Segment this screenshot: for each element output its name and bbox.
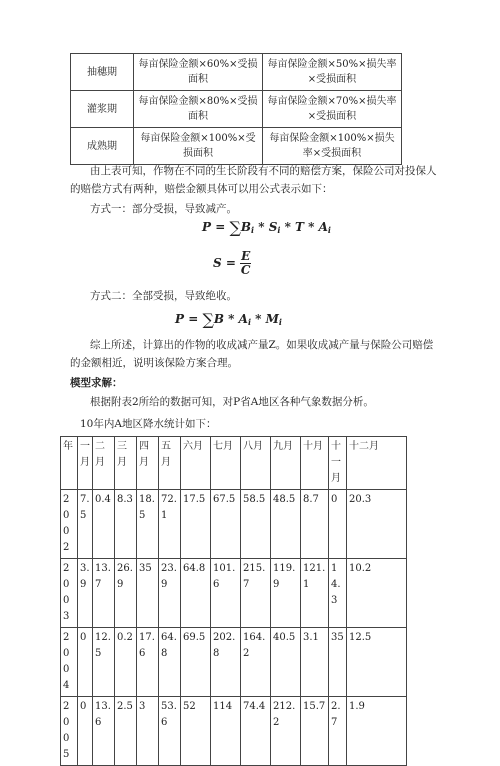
rainfall-value-cell: 53.6 bbox=[159, 697, 181, 766]
rainfall-value-cell: 64.8 bbox=[181, 559, 211, 628]
rainfall-value-cell: 40.5 bbox=[271, 628, 301, 697]
rainfall-row bbox=[61, 559, 407, 628]
intro-paragraph: 由上表可知，作物在不同的生长阶段有不同的赔偿方案，保险公司对投保人的赔偿方式有两种，赔偿金额具体可以用公式表示如下： bbox=[70, 165, 437, 195]
rainfall-value-cell: 67.5 bbox=[211, 490, 241, 559]
rainfall-value-cell: 0.4 bbox=[93, 490, 115, 559]
rainfall-value-cell: 8.7 bbox=[301, 490, 329, 559]
total-loss-cell: 每亩保险金额×70%×损失率×受损面积 bbox=[263, 91, 402, 128]
rainfall-value-cell: 69.5 bbox=[181, 628, 211, 697]
formula-p-partial: $P = \sum B_i * S_i * T * A_i$ bbox=[202, 218, 331, 237]
rainfall-value-cell: 119.9 bbox=[271, 559, 301, 628]
rainfall-value-cell: 3 bbox=[137, 697, 159, 766]
rainfall-header-cell: 十二月 bbox=[347, 437, 407, 490]
rainfall-value-cell: 13.6 bbox=[93, 697, 115, 766]
rainfall-header-cell: 二月 bbox=[93, 437, 115, 490]
insurance-table bbox=[70, 53, 402, 165]
insurance-row bbox=[71, 54, 402, 91]
rainfall-value-cell: 64.8 bbox=[159, 628, 181, 697]
rainfall-header-cell: 年 bbox=[61, 437, 78, 490]
rainfall-value-cell: 35 bbox=[137, 559, 159, 628]
rainfall-value-cell: 2.5 bbox=[115, 697, 137, 766]
rainfall-value-cell: 26.9 bbox=[115, 559, 137, 628]
rainfall-value-cell: 52 bbox=[181, 697, 211, 766]
rainfall-value-cell: 0.2 bbox=[115, 628, 137, 697]
rainfall-value-cell: 17.5 bbox=[181, 490, 211, 559]
rainfall-value-cell: 15.7 bbox=[301, 697, 329, 766]
rainfall-value-cell: 121.1 bbox=[301, 559, 329, 628]
rainfall-row bbox=[61, 490, 407, 559]
section-title: 模型求解： bbox=[70, 377, 123, 389]
stage-cell: 灌浆期 bbox=[71, 91, 134, 128]
rainfall-header-cell: 十一月 bbox=[329, 437, 347, 490]
rainfall-header-row bbox=[61, 437, 407, 490]
conclusion-paragraph: 综上所述，计算出的作物的收成减产量Z。如果收成减产量与保险公司赔偿的金额相近，说明该保险方案合理。 bbox=[70, 339, 434, 369]
rainfall-row bbox=[61, 628, 407, 697]
rainfall-value-cell: 212.2 bbox=[271, 697, 301, 766]
rainfall-value-cell: 35 bbox=[329, 628, 347, 697]
method-one-text: 方式一：部分受损，导致减产。 bbox=[90, 203, 237, 215]
rainfall-value-cell: 12.5 bbox=[347, 628, 407, 697]
rainfall-header-cell: 十月 bbox=[301, 437, 329, 490]
table-caption: 10年内A地区降水统计如下： bbox=[80, 418, 217, 430]
rainfall-value-cell: 0 bbox=[78, 697, 93, 766]
rainfall-header-cell: 六月 bbox=[181, 437, 211, 490]
rainfall-year-cell: 2004 bbox=[61, 628, 78, 697]
rainfall-header-cell: 九月 bbox=[271, 437, 301, 490]
total-loss-cell: 每亩保险金额×100%×损失率×受损面积 bbox=[263, 128, 402, 165]
rainfall-value-cell: 2.7 bbox=[329, 697, 347, 766]
rainfall-value-cell: 14.3 bbox=[329, 559, 347, 628]
rainfall-year-cell: 2005 bbox=[61, 697, 78, 766]
formula-p-total: $P = \sum B * A_i * M_i$ bbox=[175, 310, 282, 329]
rainfall-header-cell: 八月 bbox=[241, 437, 271, 490]
rainfall-value-cell: 0 bbox=[329, 490, 347, 559]
rainfall-value-cell: 101.6 bbox=[211, 559, 241, 628]
rainfall-value-cell: 12.5 bbox=[93, 628, 115, 697]
rainfall-value-cell: 17.6 bbox=[137, 628, 159, 697]
method-two-text: 方式二：全部受损，导致绝收。 bbox=[90, 290, 237, 302]
rainfall-year-cell: 2002 bbox=[61, 490, 78, 559]
rainfall-value-cell: 18.5 bbox=[137, 490, 159, 559]
rainfall-value-cell: 0 bbox=[78, 628, 93, 697]
rainfall-value-cell: 215.7 bbox=[241, 559, 271, 628]
rainfall-header-cell: 四月 bbox=[137, 437, 159, 490]
rainfall-value-cell: 58.5 bbox=[241, 490, 271, 559]
rainfall-value-cell: 10.2 bbox=[347, 559, 407, 628]
rainfall-value-cell: 114 bbox=[211, 697, 241, 766]
partial-loss-cell: 每亩保险金额×100%×受损面积 bbox=[134, 128, 263, 165]
rainfall-header-cell: 五月 bbox=[159, 437, 181, 490]
data-analysis-text: 根据附表2所给的数据可知，对P省A地区各种气象数据分析。 bbox=[90, 396, 374, 408]
rainfall-value-cell: 7.5 bbox=[78, 490, 93, 559]
rainfall-value-cell: 48.5 bbox=[271, 490, 301, 559]
partial-loss-cell: 每亩保险金额×80%×受损面积 bbox=[134, 91, 263, 128]
rainfall-value-cell: 74.4 bbox=[241, 697, 271, 766]
rainfall-value-cell: 72.1 bbox=[159, 490, 181, 559]
rainfall-value-cell: 3.1 bbox=[301, 628, 329, 697]
rainfall-value-cell: 164.2 bbox=[241, 628, 271, 697]
stage-cell: 成熟期 bbox=[71, 128, 134, 165]
insurance-row bbox=[71, 128, 402, 165]
rainfall-header-cell: 一月 bbox=[78, 437, 93, 490]
rainfall-value-cell: 1.9 bbox=[347, 697, 407, 766]
rainfall-value-cell: 23.9 bbox=[159, 559, 181, 628]
rainfall-value-cell: 20.3 bbox=[347, 490, 407, 559]
partial-loss-cell: 每亩保险金额×60%×受损面积 bbox=[134, 54, 263, 91]
total-loss-cell: 每亩保险金额×50%×损失率×受损面积 bbox=[263, 54, 402, 91]
formula-s: S = $\frac{E}{C}$ bbox=[213, 249, 251, 277]
rainfall-header-cell: 三月 bbox=[115, 437, 137, 490]
rainfall-value-cell: 8.3 bbox=[115, 490, 137, 559]
rainfall-value-cell: 3.9 bbox=[78, 559, 93, 628]
rainfall-year-cell: 2003 bbox=[61, 559, 78, 628]
rainfall-table bbox=[60, 436, 407, 766]
rainfall-row bbox=[61, 697, 407, 766]
rainfall-value-cell: 13.7 bbox=[93, 559, 115, 628]
stage-cell: 抽穗期 bbox=[71, 54, 134, 91]
insurance-row bbox=[71, 91, 402, 128]
rainfall-header-cell: 七月 bbox=[211, 437, 241, 490]
rainfall-value-cell: 202.8 bbox=[211, 628, 241, 697]
